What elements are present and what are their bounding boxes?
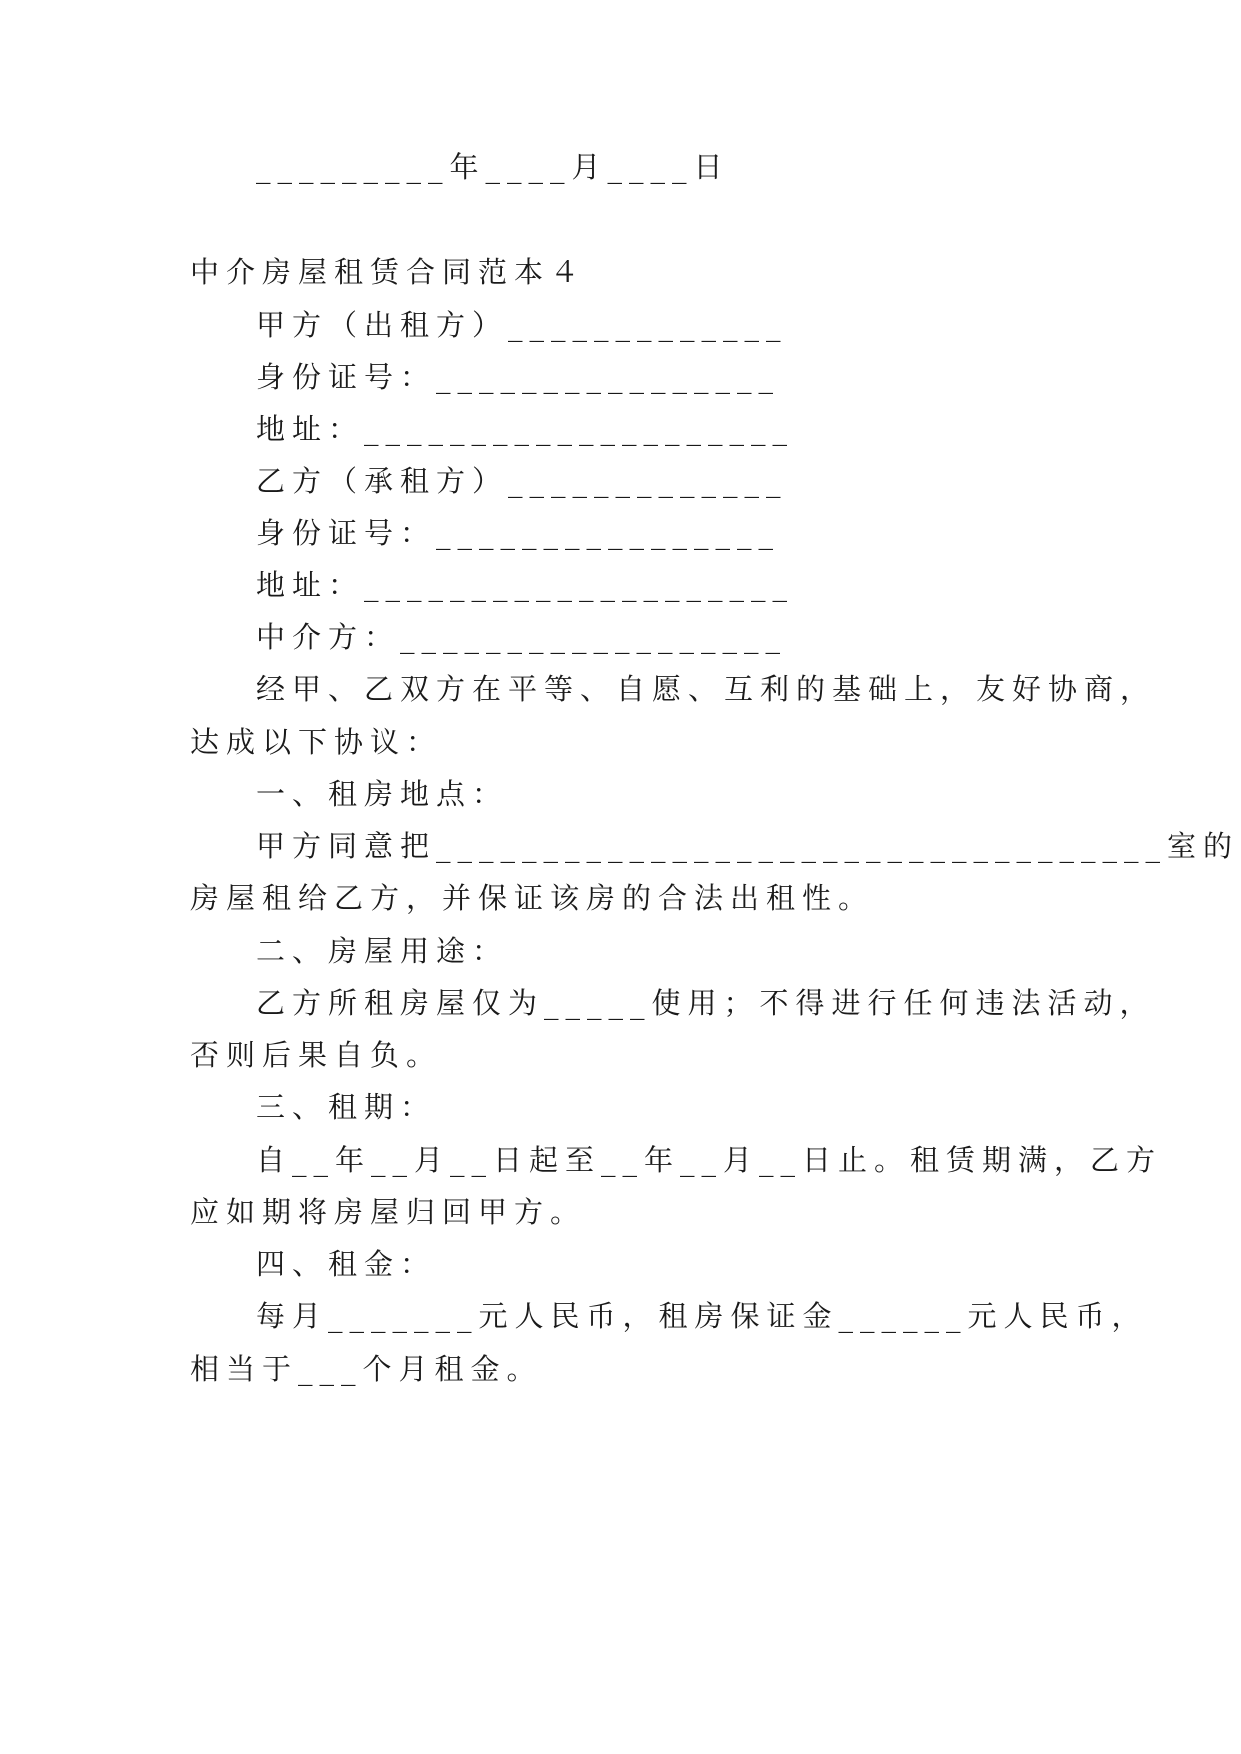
party-a-field: 甲方（出租方）_____________	[256, 308, 788, 342]
section-3-heading: 三、租期：	[256, 1090, 437, 1124]
section-3-line-1: 自__年__月__日起至__年__月__日止。租赁期满，乙方	[256, 1143, 1163, 1177]
section-4-heading: 四、租金：	[256, 1247, 437, 1281]
party-b-address-field: 地址：____________________	[256, 568, 795, 602]
agency-field: 中介方：__________________	[256, 620, 788, 654]
section-1-heading: 一、租房地点：	[256, 777, 509, 811]
party-b-field: 乙方（承租方）_____________	[256, 464, 788, 498]
party-a-id-field: 身份证号：________________	[256, 360, 781, 394]
intro-paragraph-line-1: 经甲、乙双方在平等、自愿、互利的基础上，友好协商，	[256, 672, 1157, 706]
section-1-line-1: 甲方同意把__________________________________室的	[256, 829, 1240, 863]
section-2-line-1: 乙方所租房屋仅为_____使用；不得进行任何违法活动，	[256, 986, 1156, 1020]
party-b-id-field: 身份证号：________________	[256, 516, 781, 550]
intro-paragraph-line-2: 达成以下协议：	[190, 725, 443, 759]
date-line: _________年____月____日	[256, 150, 730, 184]
document-title: 中介房屋租赁合同范本４	[190, 255, 587, 289]
section-1-line-2: 房屋租给乙方，并保证该房的合法出租性。	[190, 881, 875, 915]
section-4-line-1: 每月_______元人民币，租房保证金______元人民币，	[256, 1299, 1148, 1333]
section-4-line-2: 相当于___个月租金。	[190, 1352, 543, 1386]
section-2-line-2: 否则后果自负。	[190, 1038, 443, 1072]
section-3-line-2: 应如期将房屋归回甲方。	[190, 1195, 587, 1229]
section-2-heading: 二、房屋用途：	[256, 934, 509, 968]
party-a-address-field: 地址：____________________	[256, 412, 795, 446]
